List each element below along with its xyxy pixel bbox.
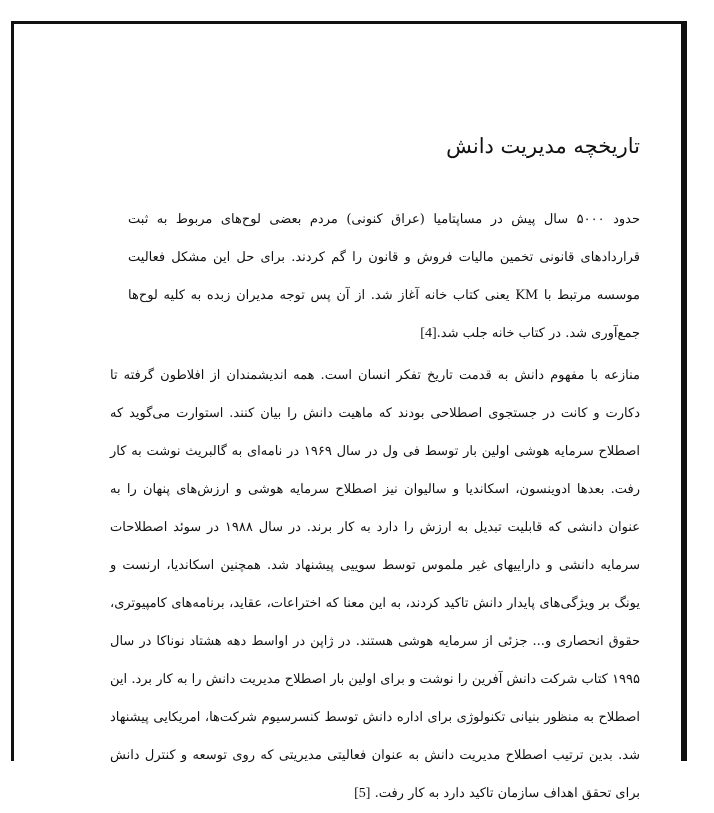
citation-4: [4] <box>420 326 437 342</box>
paragraph-2-text: منازعه با مفهوم دانش به قدمت تاریخ تفکر انسان است. همه اندیشمندان از افلاطون گرفته تا دکارت و کانت در جستجوی اصطلاحی بودند که ماهیت دانش را بیان کنند. استوارت می‌گوید که اصطلاح سرمایه هوشی اولین بار توسط فی ول در سال ۱۹۶۹ در نامه‌ای به گالبریث نوشت به کار رفت. بعدها ادوینسون، اسکاندیا و سالیوان نیز اصطلاح سرمایه هوشی و ارزش‌های پنهان را به عنوان دانشی که قابلیت تبدیل به ارزش را دارد به کار برند. در سال ۱۹۸۸ در سوئد اصطلاحات سرمایه دانشی و داراییهای غیر ملموس توسط سوییی پیشنهاد شد. همچنین اسکاندیا، ارنست و یونگ بر ویژگی‌های پایدار دانش تاکید کردند، به این معنا که اختراعات، عقاید، برنامه‌های کامپیوتری، حقوق انحصاری و... جزئی از سرمایه هوشی هستند. در ژاپن در اواسط دهه هشتاد نوناکا در سال ۱۹۹۵ کتاب شرکت دانش آفرین را نوشت و برای اولین بار اصطلاح مدیریت دانش را به کار برد. این اصطلاح به منظور بنیانی تکنولوژی برای اداره دانش توسط کنسرسیوم شرکت‌ها، امریکایی پیشنهاد شد. بدین ترتیب اصطلاح مدیریت دانش به عنوان فعالیتی مدیریتی که روی توسعه و کنترل دانش برای تحقق اهداف سازمان تاکید دارد به کار رفت. <box>110 368 640 802</box>
paragraph-1 <box>128 201 640 353</box>
paragraph-1-text: حدود ۵۰۰۰ سال پیش در مساپتامیا (عراق کنونی) مردم بعضی لوح‌های مربوط به ثبت قراردادهای قانونی تخمین مالیات فروش و قانون را گم کردند. برای حل این مشکل فعالیت موسسه مرتبط با KM یعنی کتاب خانه آغاز شد. از آن پس توجه مدیران زبده به کلیه لوح‌ها جمع‌آوری شد. در کتاب خانه جلب شد. <box>128 212 640 342</box>
page-title: تاریخچه مدیریت دانش <box>446 134 640 158</box>
citation-5: [5] <box>354 786 371 802</box>
document-body <box>110 134 640 813</box>
paragraph-2 <box>110 357 640 813</box>
document-page <box>11 21 687 802</box>
